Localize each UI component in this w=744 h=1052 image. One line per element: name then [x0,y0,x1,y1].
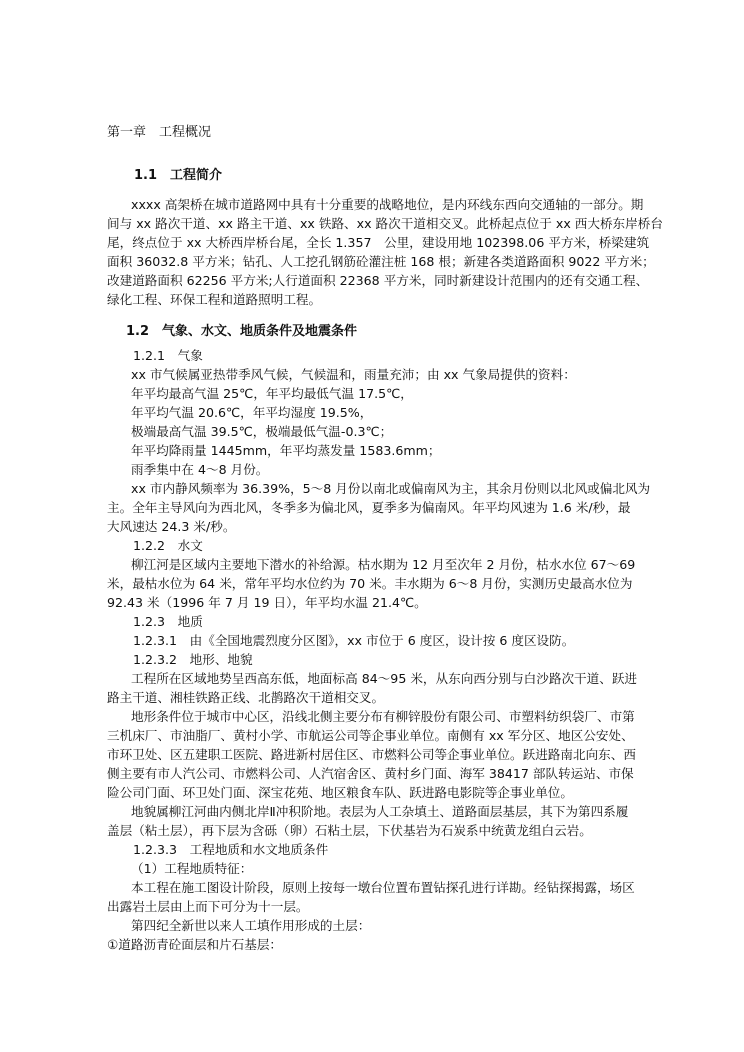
subsection-heading-1-2-3-3: 1.2.3.3 工程地质和水文地质条件 [133,842,329,857]
list-heading: （1）工程地质特征： [131,861,253,876]
body-line: 年平均降雨量 1445mm，年平均蒸发量 1583.6mm； [131,443,441,458]
body-line: 工程所在区域地势呈西高东低，地面标高 84～95 米，从东向西分别与白沙路次干道、跃进 [131,671,638,686]
section-heading-1-1: 1.1 工程简介 [134,168,223,183]
body-line: 大风速达 24.3 米/秒。 [107,519,236,534]
body-line: xx 市内静风频率为 36.39%，5～8 月份以南北或偏南风为主，其余月份则以北风或偏北风为 [131,481,651,496]
intro-para-line: 改建道路面积 62256 平方米;人行道面积 22368 平方米，同时新建设计范围内的还有交通工程、 [107,273,649,288]
body-line: 侧主要有市人汽公司、市燃料公司、人汽宿舍区、黄村乡门面、海军 38417 部队转运站、市保 [107,766,634,781]
body-line: 极端最高气温 39.5℃，极端最低气温-0.3℃； [131,424,393,439]
subsection-heading-1-2-1: 1.2.1 气象 [133,348,203,363]
intro-para-line: 间与 xx 路次干道、xx 路主干道、xx 铁路、xx 路次干道相交叉。此桥起点位于 xx 西大桥东岸桥台 [107,216,663,231]
section-heading-1-2: 1.2 气象、水文、地质条件及地震条件 [126,324,358,339]
body-line: 地形条件位于城市中心区，沿线北侧主要分布有柳锌股份有限公司、市塑料纺织袋厂、市第 [131,709,635,724]
body-line: 本工程在施工图设计阶段，原则上按每一墩台位置布置钻探孔进行详勘。经钻探揭露，场区 [131,880,635,895]
body-line: 出露岩土层由上而下可分为十一层。 [107,899,309,914]
body-line: xx 市气候属亚热带季风气候，气候温和，雨量充沛；由 xx 气象局提供的资料： [131,367,576,382]
body-line: 路主干道、湘桂铁路正线、北鹊路次干道相交叉。 [107,690,385,705]
body-line: 92.43 米（1996 年 7 月 19 日），年平均水温 21.4℃。 [107,595,427,610]
body-line: 市环卫处、区五建职工医院、路进新村居住区、市燃料公司等企事业单位。跃进路南北向东、西 [107,747,636,762]
list-item: ①道路沥青砼面层和片石基层： [107,937,283,952]
intro-para-line: 绿化工程、环保工程和道路照明工程。 [107,292,322,307]
body-line: 米，最枯水位为 64 米，常年平均水位约为 70 米。丰水期为 6～8 月份，实测历史最高水位为 [107,576,633,591]
body-line: 第四纪全新世以来人工填作用形成的土层： [131,918,371,933]
body-line: 柳江河是区域内主要地下潜水的补给源。枯水期为 12 月至次年 2 月份，枯水水位 67～69 [131,557,636,572]
subsection-heading-1-2-3: 1.2.3 地质 [133,614,203,629]
intro-para-line: 面积 36032.8 平方米；钻孔、人工挖孔钢筋砼灌注桩 168 根；新建各类道路面积 9022 平方米； [107,254,655,269]
body-line: 地貌属柳江河曲内侧北岸Ⅱ冲积阶地。表层为人工杂填土、道路面层基层，其下为第四系履 [131,804,629,819]
intro-para-line: 尾，终点位于 xx 大桥西岸桥台尾，全长 1.357 公里，建设用地 102398.06 平方米，桥梁建筑 [107,235,650,250]
subsection-heading-1-2-3-2: 1.2.3.2 地形、地貌 [133,652,253,667]
intro-para-line: xxxx 高架桥在城市道路网中具有十分重要的战略地位，是内环线东西向交通轴的一部分。期 [131,197,644,212]
body-line: 年平均气温 20.6℃，年平均湿度 19.5%， [131,405,373,420]
chapter-title: 第一章 工程概况 [107,125,212,140]
body-line: 险公司门面、环卫处门面、深宝花苑、地区粮食车队、跃进路电影院等企事业单位。 [107,785,573,800]
subsection-heading-1-2-3-1: 1.2.3.1 由《全国地震烈度分区图》，xx 市位于 6 度区，设计按 6 度区设防。 [133,633,575,648]
body-line: 主。全年主导风向为西北风，冬季多为偏北风，夏季多为偏南风。年平均风速为 1.6 米/秒，最 [107,500,631,515]
body-line: 雨季集中在 4～8 月份。 [131,462,269,477]
body-line: 盖层（粘土层），再下层为含砾（卵）石粘土层，下伏基岩为石炭系中统黄龙组白云岩。 [107,823,592,838]
body-line: 三机床厂、市油脂厂、黄村小学、市航运公司等企事业单位。南侧有 xx 军分区、地区公安处、 [107,728,634,743]
subsection-heading-1-2-2: 1.2.2 水文 [133,538,203,553]
body-line: 年平均最高气温 25℃，年平均最低气温 17.5℃， [131,386,413,401]
